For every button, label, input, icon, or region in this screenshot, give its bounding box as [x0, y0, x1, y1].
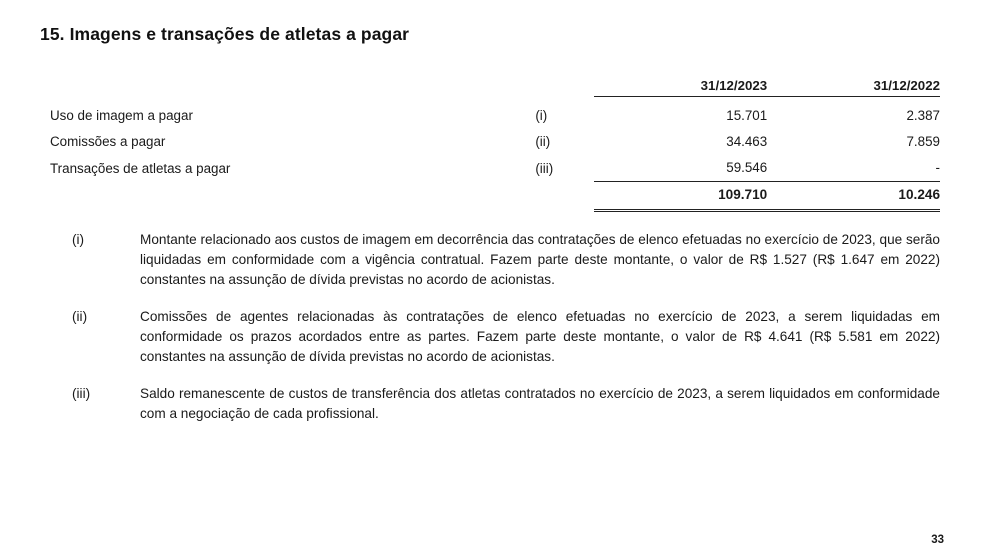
- total-label: [40, 182, 531, 211]
- row-note-ref: (iii): [535, 160, 554, 176]
- table-row: [40, 129, 940, 155]
- table-header-row: [40, 78, 940, 97]
- table-row: [40, 155, 940, 182]
- row-label: Uso de imagem a pagar: [50, 108, 193, 123]
- row-value-2022: 7.859: [906, 134, 940, 149]
- total-note-ref: [531, 182, 594, 211]
- page-number: 33: [931, 534, 944, 546]
- total-value-2022: 10.246: [767, 182, 940, 211]
- row-value-2022: -: [767, 155, 940, 182]
- footnote-text: Saldo remanescente de custos de transferência dos atletas contratados no exercício de 2023, a serem liquidados em conformidade com a negociação de cada profissional.: [140, 386, 940, 421]
- row-value-2023: 15.701: [726, 108, 768, 123]
- row-note-ref: (ii): [535, 134, 551, 149]
- column-header-2022: 31/12/2022: [767, 78, 940, 97]
- financial-table-container: [40, 78, 940, 212]
- footnote-marker: (i): [72, 232, 85, 247]
- footnote-text: Comissões de agentes relacionadas às contratações de elenco efetuadas no exercício de 2023, a serem liquidadas em conformidade os prazos acordados entre as partes. Fazem parte deste montante, o valor de R$ 4.641 (R$ 5.581 em 2022) constantes na assunção de dívida previstas no acordo de acionistas.: [140, 309, 940, 364]
- footnote-text: Montante relacionado aos custos de imagem em decorrência das contratações de elenco efetuadas no exercício de 2023, que serão liquidadas em conformidade com a vigência contratual. Fazem parte deste montante, o valor de R$ 1.527 (R$ 1.647 em 2022) constantes na assunção de dívida previstas no acordo de acionistas.: [140, 232, 940, 287]
- total-value-2023: 109.710: [594, 182, 767, 211]
- row-label: Comissões a pagar: [50, 134, 166, 149]
- financial-table: [40, 78, 940, 212]
- footnote-marker: (ii): [72, 309, 88, 324]
- footnote-item: [40, 230, 940, 290]
- row-label: Transações de atletas a pagar: [50, 160, 231, 176]
- table-row: [40, 103, 940, 129]
- row-note-ref: (i): [535, 108, 548, 123]
- footnote-item: [40, 307, 940, 367]
- column-header-note: [531, 78, 594, 97]
- table-total-row: [40, 182, 940, 211]
- column-header-2023: 31/12/2023: [594, 78, 767, 97]
- row-value-2022: 2.387: [906, 108, 940, 123]
- row-value-2023: 34.463: [726, 134, 768, 149]
- page-title: 15. Imagens e transações de atletas a pagar: [40, 24, 410, 44]
- footnote-marker: (iii): [72, 386, 91, 401]
- footnote-item: [40, 384, 940, 424]
- row-value-2023: 59.546: [594, 155, 767, 182]
- column-header-label: [40, 78, 531, 97]
- footnotes-section: [40, 230, 940, 441]
